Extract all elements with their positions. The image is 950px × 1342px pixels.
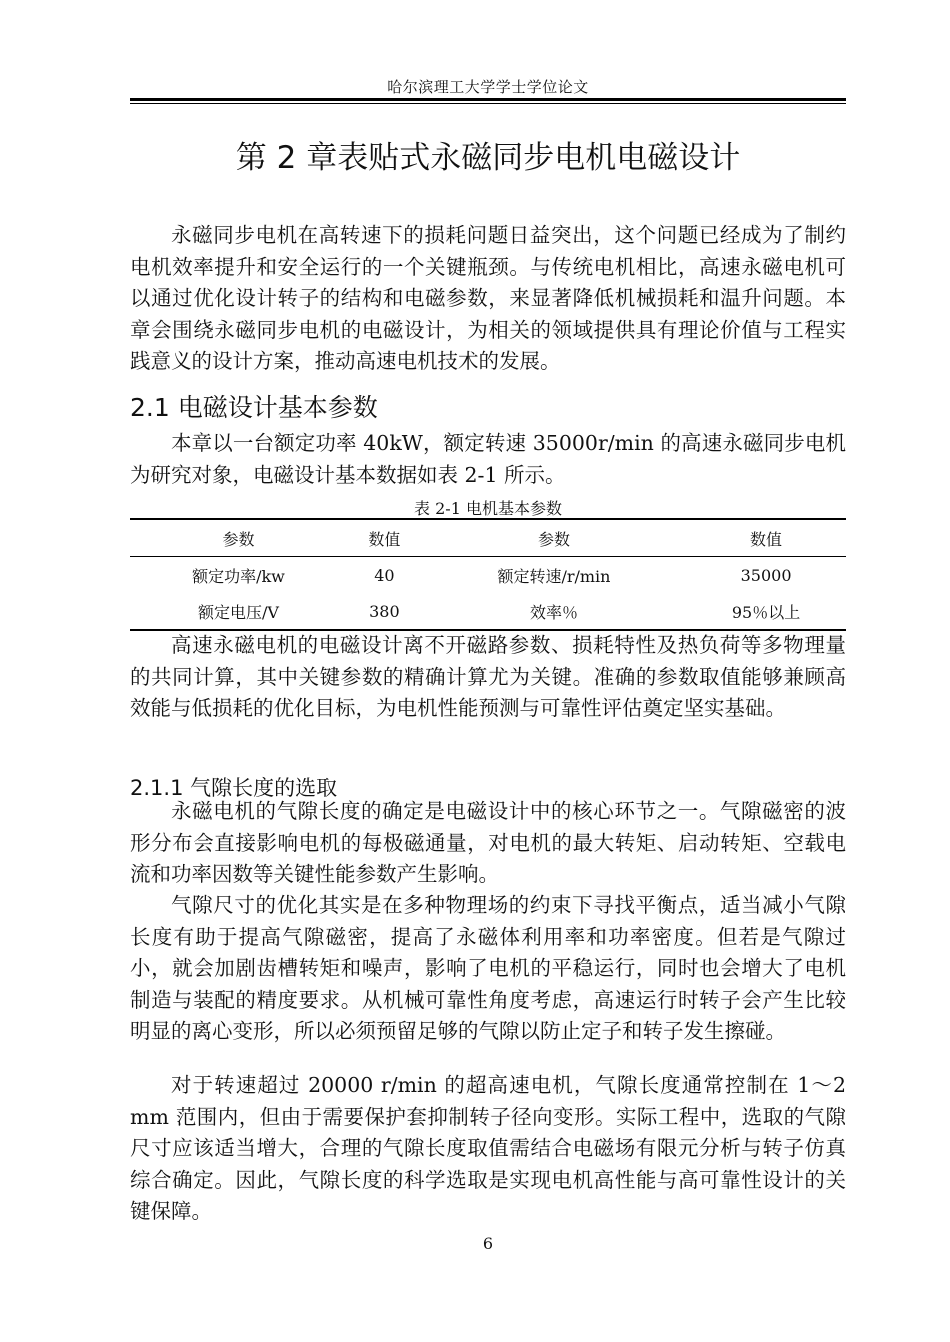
chapter-title: 第 2 章表贴式永磁同步电机电磁设计 [235,140,741,176]
section-heading-2-1: 2.1 电磁设计基本参数 [130,393,378,422]
table-cell: 95％以上 [731,602,801,622]
table-row [130,593,846,630]
header-rule-thick [130,98,846,101]
after-table-paragraph: 高速永磁电机的电磁设计离不开磁路参数、损耗特性及热负荷等多物理量的共同计算，其中关键参数的精确计算尤为关键。准确的参数取值能够兼顾高效能与低损耗的优化目标，为电机性能预测与可靠性评估奠定坚实基础。 [130,633,846,720]
table-header-row [130,519,846,557]
table-cell: 额定转速/r/min [497,566,611,586]
intro-paragraph: 永磁同步电机在高转速下的损耗问题日益突出，这个问题已经成为了制约电机效率提升和安全运行的一个关键瓶颈。与传统电机相比，高速永磁电机可以通过优化设计转子的结构和电磁参数，来显著降低机械损耗和温升问题。本章会围绕永磁同步电机的电磁设计，为相关的领域提供具有理论价值与工程实践意义的设计方案，推动高速电机技术的发展。 [130,223,846,373]
table-cell: 40 [374,565,395,585]
table-cell: 35000 [740,565,792,585]
table-cell: 额定功率/kw [192,566,285,586]
table-header-cell: 数值 [750,529,783,549]
table-header-cell: 参数 [222,529,255,549]
section-2-1-1-paragraph-3: 对于转速超过 20000 r/min 的超高速电机，气隙长度通常控制在 1～2 mm 范围内，但由于需要保护套抑制转子径向变形。实际工程中，选取的气隙尺寸应该适当增大，合理的气隙长度取值需结合电磁场有限元分析与转子仿真综合确定。因此，气隙长度的科学选取是实现电机高性能与高可靠性设计的关键保障。 [130,1073,846,1223]
parameter-table [130,518,846,631]
table-header-cell: 数值 [368,529,401,549]
page-number: 6 [482,1234,494,1253]
running-header: 哈尔滨理工大学学士学位论文 [387,78,589,96]
table-cell: 380 [369,601,400,621]
table-cell: 额定电压/V [198,602,279,622]
section-2-1-1-paragraph-1: 永磁电机的气隙长度的确定是电磁设计中的核心环节之一。气隙磁密的波形分布会直接影响电机的每极磁通量，对电机的最大转矩、启动转矩、空载电流和功率因数等关键性能参数产生影响。 [130,799,846,886]
table-header-cell: 参数 [537,529,570,549]
section-2-1-1-paragraph-2: 气隙尺寸的优化其实是在多种物理场的约束下寻找平衡点，适当减小气隙长度有助于提高气隙磁密，提高了永磁体利用率和功率密度。但若是气隙过小，就会加剧齿槽转矩和噪声，影响了电机的平稳运行，同时也会增大了电机制造与装配的精度要求。从机械可靠性角度考虑，高速运行时转子会产生比较明显的离心变形，所以必须预留足够的气隙以防止定子和转子发生擦碰。 [130,893,846,1043]
table-row [130,557,846,594]
table-cell: 效率％ [529,602,578,622]
header-rule-thin [130,103,846,104]
table-caption: 表 2-1 电机基本参数 [414,499,562,518]
section-2-1-paragraph: 本章以一台额定功率 40kW，额定转速 35000r/min 的高速永磁同步电机为研究对象，电磁设计基本数据如表 2-1 所示。 [130,431,846,487]
section-heading-2-1-1: 2.1.1 气隙长度的选取 [130,776,338,800]
